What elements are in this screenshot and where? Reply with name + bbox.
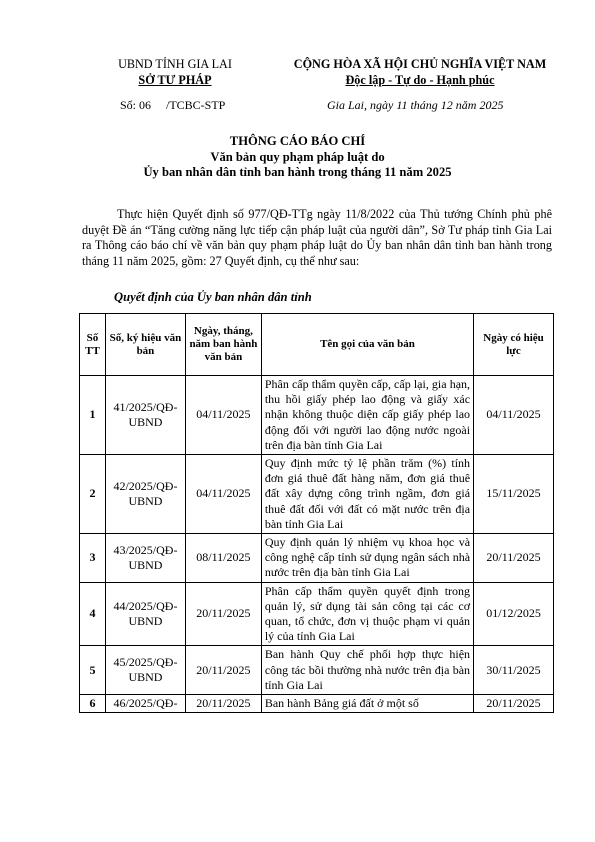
table-row <box>80 455 554 534</box>
header-issued: Ngày, tháng, năm ban hành văn bản <box>185 314 261 376</box>
document-title <box>0 134 595 181</box>
row-code: 46/2025/QĐ- <box>105 695 185 713</box>
row-issued: 04/11/2025 <box>185 455 261 534</box>
section-heading: Quyết định của Ủy ban nhân dân tỉnh <box>114 290 312 304</box>
intro-paragraph: Thực hiện Quyết định số 977/QĐ-TTg ngày 11/8/2022 của Thủ tướng Chính phủ phê duyệt Đề án “Tăng cường năng lực tiếp cận pháp luật của người dân”, Sở Tư pháp tỉnh Gia Lai ra Thông cáo báo chí về văn bản quy phạm pháp luật do Ủy ban nhân dân tỉnh ban hành trong tháng 11 năm 2025, gồm: 27 Quyết định, cụ thể như sau: <box>82 207 552 268</box>
row-name: Phân cấp thẩm quyền cấp, cấp lại, gia hạn, thu hồi giấy phép lao động và giấy xác nhận không thuộc diện cấp giấy phép lao động đối với người lao động nước ngoài trên địa bàn tỉnh Gia Lai <box>261 376 473 455</box>
table-row <box>80 534 554 583</box>
row-stt: 2 <box>80 455 106 534</box>
issuer-block <box>100 56 250 88</box>
row-effective: 30/11/2025 <box>474 646 554 695</box>
row-stt: 1 <box>80 376 106 455</box>
row-name: Quy định mức tỷ lệ phần trăm (%) tính đơn giá thuê đất hàng năm, đơn giá thuê đất xây dựng công trình ngầm, đơn giá thuê đất đối với đất có mặt nước trên địa bàn tỉnh Gia Lai <box>261 455 473 534</box>
national-motto-block <box>270 56 570 88</box>
title-line-2: Văn bản quy phạm pháp luật do <box>210 149 385 164</box>
row-name: Ban hành Bảng giá đất ở một số <box>261 695 473 713</box>
table-header-row <box>80 314 554 376</box>
row-effective: 20/11/2025 <box>474 695 554 713</box>
table-row <box>80 695 554 713</box>
row-issued: 20/11/2025 <box>185 582 261 646</box>
row-effective: 04/11/2025 <box>474 376 554 455</box>
row-issued: 20/11/2025 <box>185 695 261 713</box>
header-name: Tên gọi của văn bản <box>261 314 473 376</box>
table-row <box>80 582 554 646</box>
national-motto: Độc lập - Tự do - Hạnh phúc <box>345 73 495 87</box>
row-code: 42/2025/QĐ-UBND <box>105 455 185 534</box>
row-effective: 20/11/2025 <box>474 534 554 583</box>
row-issued: 08/11/2025 <box>185 534 261 583</box>
header-code: Số, ký hiệu văn bản <box>105 314 185 376</box>
header-effective: Ngày có hiệu lực <box>474 314 554 376</box>
header-stt: Số TT <box>80 314 106 376</box>
row-code: 43/2025/QĐ-UBND <box>105 534 185 583</box>
issuer-province: UBND TỈNH GIA LAI <box>118 57 232 71</box>
row-issued: 20/11/2025 <box>185 646 261 695</box>
table-row <box>80 646 554 695</box>
document-date: Gia Lai, ngày 11 tháng 12 năm 2025 <box>327 98 504 112</box>
row-name: Quy định quản lý nhiệm vụ khoa học và công nghệ cấp tỉnh sử dụng ngân sách nhà nước trên địa bàn tỉnh Gia Lai <box>261 534 473 583</box>
row-name: Ban hành Quy chế phối hợp thực hiện công tác bồi thường nhà nước trên địa bàn tỉnh Gia Lai <box>261 646 473 695</box>
decisions-table <box>79 313 554 713</box>
row-name: Phân cấp thẩm quyền quyết định trong quản lý, sử dụng tài sản công tại các cơ quan, tổ chức, đơn vị thuộc phạm vi quản lý của tỉnh Gia Lai <box>261 582 473 646</box>
row-stt: 5 <box>80 646 106 695</box>
row-stt: 4 <box>80 582 106 646</box>
row-effective: 15/11/2025 <box>474 455 554 534</box>
row-stt: 6 <box>80 695 106 713</box>
document-number: Số: 06 /TCBC-STP <box>120 98 226 112</box>
row-code: 41/2025/QĐ-UBND <box>105 376 185 455</box>
row-effective: 01/12/2025 <box>474 582 554 646</box>
row-code: 45/2025/QĐ-UBND <box>105 646 185 695</box>
row-issued: 04/11/2025 <box>185 376 261 455</box>
issuer-department: SỞ TƯ PHÁP <box>138 73 212 87</box>
country-name: CỘNG HÒA XÃ HỘI CHỦ NGHĨA VIỆT NAM <box>293 57 547 71</box>
row-code: 44/2025/QĐ-UBND <box>105 582 185 646</box>
row-stt: 3 <box>80 534 106 583</box>
table-row <box>80 376 554 455</box>
title-line-3: Ủy ban nhân dân tỉnh ban hành trong tháng 11 năm 2025 <box>143 165 452 179</box>
title-line-1: THÔNG CÁO BÁO CHÍ <box>229 134 366 148</box>
